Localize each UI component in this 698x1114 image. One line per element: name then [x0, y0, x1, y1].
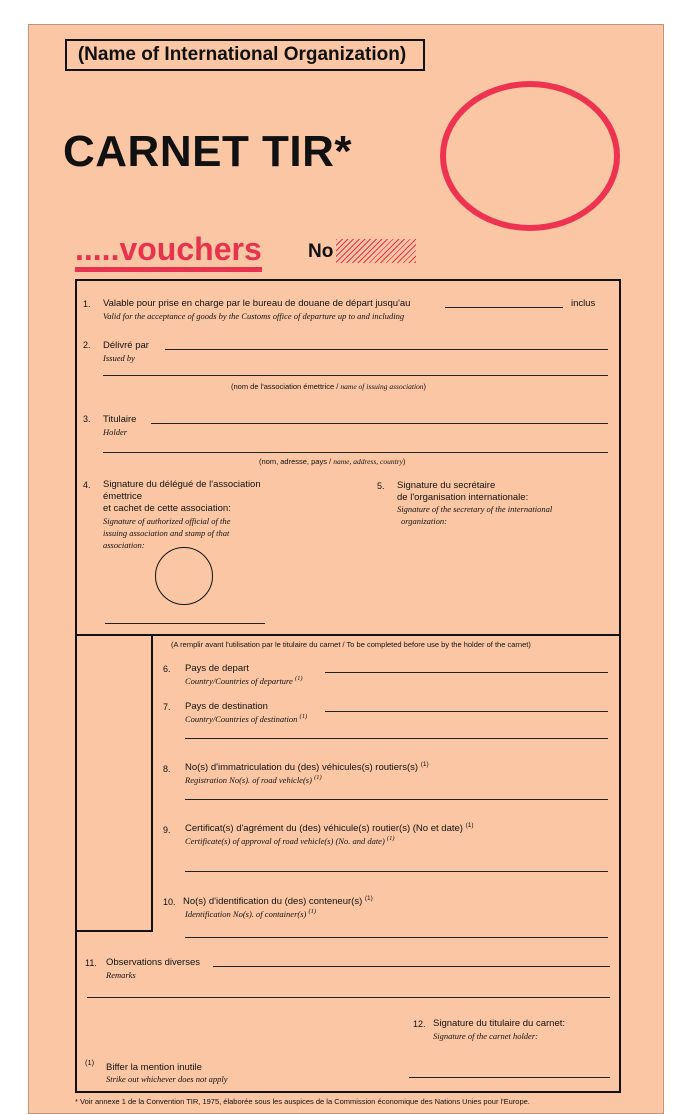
field-9-number: 9. — [163, 825, 171, 835]
convention-note: * Voir annexe 1 de la Convention TIR, 1975, élaborée sous les auspices de la Commission économique des Nations Unies pour l'Europe. — [75, 1097, 530, 1106]
number-field-hatch — [336, 239, 416, 263]
stamp-circle — [440, 81, 620, 231]
field-2-line-2[interactable] — [103, 375, 608, 376]
field-7-line-1[interactable] — [325, 711, 608, 712]
carnet-title: CARNET TIR* — [63, 127, 353, 176]
voucher-form-frame — [75, 279, 621, 1093]
holder-instruction-note: (A remplir avant l'utilisation par le titulaire du carnet / To be completed before use by the holder of the carnet) — [171, 640, 531, 649]
organization-name-box: (Name of International Organization) — [65, 39, 425, 71]
association-stamp-circle — [155, 547, 213, 605]
field-8-label-en: Registration No(s). of road vehicle(s) $^{(1)}$ — [185, 774, 322, 785]
field-10-label: No(s) d'identification du (des) conteneur(s) $^{(1)}$ — [183, 895, 373, 907]
field-11-line-2[interactable] — [87, 997, 610, 998]
field-6-label: Pays de depart — [185, 663, 249, 674]
field-3-line-1[interactable] — [151, 423, 608, 424]
field-7-number: 7. — [163, 702, 171, 712]
carnet-voucher-sheet — [28, 24, 664, 1114]
field-12-number: 12. — [413, 1019, 426, 1029]
field-7-label-en: Country/Countries of destination $^{(1)}$ — [185, 713, 308, 724]
field-4-number: 4. — [83, 480, 91, 490]
footnote-text-en: Strike out whichever does not apply — [106, 1074, 228, 1084]
field-2-line-1[interactable] — [165, 349, 608, 350]
footnote-text: Biffer la mention inutile — [106, 1062, 202, 1073]
field-9-label-en: Certificate(s) of approval of road vehicle(s) (No. and date) $^{(1)}$ — [185, 835, 395, 846]
field-7-label: Pays de destination — [185, 701, 268, 712]
field-2-label-en: Issued by — [103, 353, 135, 363]
field-5-label-en-line-1: Signature of the secretary of the international — [397, 504, 553, 514]
field-2-number: 2. — [83, 340, 91, 350]
field-3-caption: (nom, adresse, pays / name, address, country) — [259, 457, 406, 466]
field-12-label-en: Signature of the carnet holder: — [433, 1031, 538, 1041]
field-4-label-line-1: Signature du délégué de l'association — [103, 479, 261, 490]
field-4-label-en-line-2: issuing association and stamp of that — [103, 528, 230, 538]
field-4-label-line-3: et cachet de cette association: — [103, 503, 231, 514]
field-3-label: Titulaire — [103, 414, 137, 425]
footnote-mark: (1) — [85, 1058, 95, 1067]
field-8-number: 8. — [163, 764, 171, 774]
field-9-label: Certificat(s) d'agrément du (des) véhicule(s) routier(s) (No et date) $^{(1)}$ — [185, 822, 474, 834]
field-3-number: 3. — [83, 414, 91, 424]
section-divider — [75, 634, 621, 636]
field-1-number: 1. — [83, 299, 91, 309]
field-10-line[interactable] — [185, 937, 608, 938]
field-11-label-en: Remarks — [106, 970, 136, 980]
field-4-label-line-2: émettrice — [103, 491, 143, 502]
field-2-caption: (nom de l'association émettrice / name of issuing association) — [231, 382, 427, 391]
field-5-label-line-2: de l'organisation internationale: — [397, 492, 529, 503]
field-4-label-en-line-1: Signature of authorized official of the — [103, 516, 231, 526]
field-2-label: Délivré par — [103, 340, 149, 351]
field-8-label: No(s) d'immatriculation du (des) véhicules(s) routiers(s) $^{(1)}$ — [185, 761, 429, 773]
field-6-label-en: Country/Countries of departure $^{(1)}$ — [185, 675, 303, 686]
field-12-signature-line[interactable] — [409, 1077, 610, 1078]
field-11-label: Observations diverses — [106, 957, 200, 968]
field-5-label-en-line-2: organization: — [401, 516, 447, 526]
left-side-box — [75, 634, 153, 932]
field-11-number: 11. — [85, 958, 97, 968]
field-4-signature-line[interactable] — [105, 623, 265, 624]
field-10-number: 10. — [163, 897, 176, 907]
number-label: No — [308, 241, 334, 262]
field-5-label-line-1: Signature du secrétaire — [397, 480, 496, 491]
field-10-label-en: Identification No(s). of container(s) $^{(1)}$ — [185, 908, 317, 919]
field-9-line[interactable] — [185, 871, 608, 872]
field-1-suffix: inclus — [571, 298, 596, 309]
field-1-label: Valable pour prise en charge par le bureau de douane de départ jusqu'au — [103, 298, 411, 309]
field-7-line-2[interactable] — [185, 738, 608, 739]
field-12-label: Signature du titulaire du carnet: — [433, 1018, 566, 1029]
field-6-line[interactable] — [325, 672, 608, 673]
vouchers-label: .....vouchers — [75, 232, 262, 272]
field-3-line-2[interactable] — [103, 452, 608, 453]
field-8-line[interactable] — [185, 799, 608, 800]
field-1-date-line[interactable] — [445, 307, 563, 308]
field-6-number: 6. — [163, 664, 171, 674]
field-1-label-en: Valid for the acceptance of goods by the Customs office of departure up to and including — [103, 311, 405, 321]
field-3-label-en: Holder — [103, 427, 128, 437]
field-4-label-en-line-3: association: — [103, 540, 145, 550]
field-5-number: 5. — [377, 481, 385, 491]
field-11-line-1[interactable] — [213, 966, 610, 967]
